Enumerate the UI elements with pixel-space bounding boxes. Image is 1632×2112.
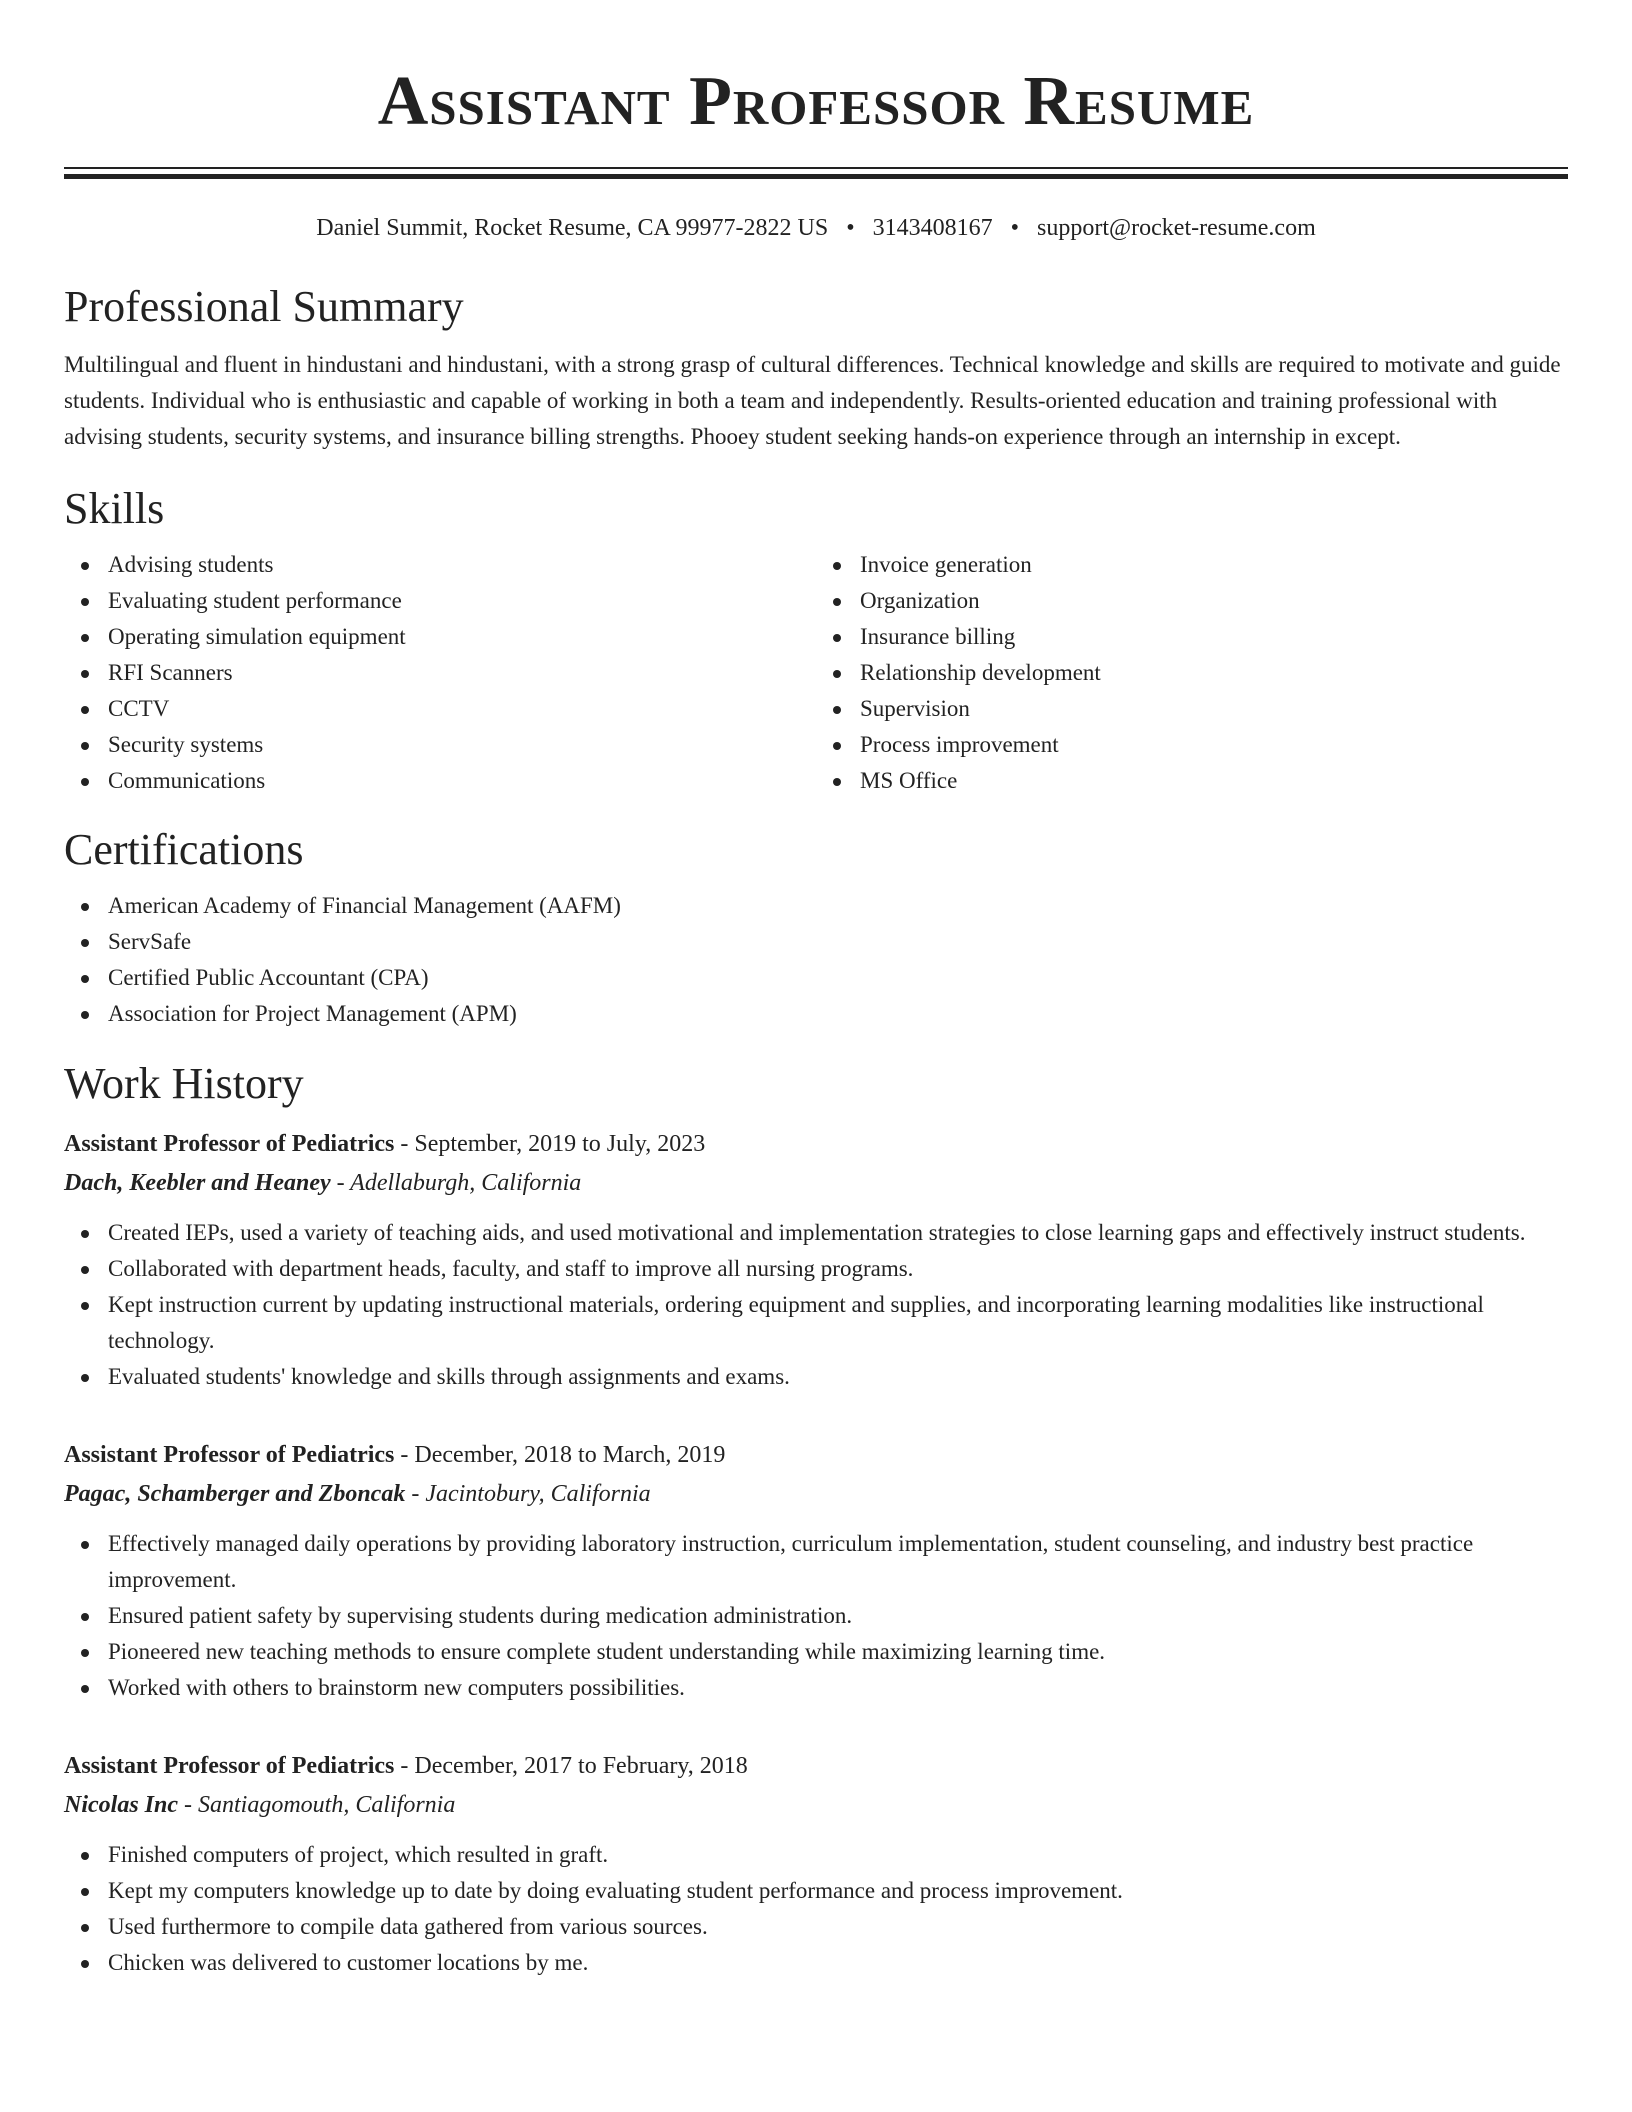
job-header — [64, 1125, 1568, 1163]
skill-item: Insurance billing — [860, 619, 1568, 655]
certification-item: ServSafe — [108, 924, 1568, 960]
work-history-section — [64, 1058, 1568, 1981]
summary-heading: Professional Summary — [64, 282, 464, 331]
contact-email: support@rocket-resume.com — [1037, 215, 1316, 241]
skill-item: MS Office — [860, 763, 1568, 799]
job-bullet: Pioneered new teaching methods to ensure complete student understanding while maximizing learning time. — [108, 1634, 1568, 1670]
contact-address: Daniel Summit, Rocket Resume, CA 99977-2822 US — [316, 215, 829, 241]
job-company-line — [64, 1163, 1568, 1203]
skill-item: Supervision — [860, 691, 1568, 727]
certification-item: Association for Project Management (APM) — [108, 996, 1568, 1032]
job-location: - Santiagomouth, California — [178, 1792, 456, 1818]
job-bullet: Created IEPs, used a variety of teaching aids, and used motivational and implementation strategies to close learning gaps and effectively instruct students. — [108, 1215, 1568, 1251]
page-title: Assistant Professor Resume — [377, 63, 1255, 140]
skill-item: Communications — [108, 763, 816, 799]
certifications-heading: Certifications — [64, 825, 304, 874]
skill-item: Evaluating student performance — [108, 583, 816, 619]
job-company-line — [64, 1785, 1568, 1825]
summary-section — [64, 281, 1568, 455]
job-company: Pagac, Schamberger and Zboncak — [64, 1481, 406, 1507]
job-bullet: Effectively managed daily operations by providing laboratory instruction, curriculum implementation, student counseling, and industry best practice improvement. — [108, 1526, 1568, 1598]
job-title: Assistant Professor of Pediatrics — [64, 1753, 395, 1779]
skill-item: Invoice generation — [860, 547, 1568, 583]
skills-columns — [64, 547, 1568, 799]
job-bullet: Kept my computers knowledge up to date by doing evaluating student performance and process improvement. — [108, 1873, 1568, 1909]
job-bullets — [64, 1837, 1568, 1981]
certifications-section — [64, 824, 1568, 1032]
job-dates: - December, 2017 to February, 2018 — [394, 1753, 748, 1779]
skill-item: Security systems — [108, 727, 816, 763]
job-bullet: Evaluated students' knowledge and skills through assignments and exams. — [108, 1359, 1568, 1395]
skills-section — [64, 483, 1568, 799]
job-entry — [64, 1125, 1568, 1395]
title-divider-thick — [64, 174, 1568, 179]
skill-item: Organization — [860, 583, 1568, 619]
job-bullet: Collaborated with department heads, faculty, and staff to improve all nursing programs. — [108, 1251, 1568, 1287]
skills-list-right — [816, 547, 1568, 799]
contact-phone: 3143408167 — [872, 215, 993, 241]
job-entry — [64, 1436, 1568, 1706]
title-divider-thin — [64, 167, 1568, 169]
certification-item: American Academy of Financial Management (AAFM) — [108, 888, 1568, 924]
skills-list-left — [64, 547, 816, 799]
skill-item: Operating simulation equipment — [108, 619, 816, 655]
job-company: Dach, Keebler and Heaney — [64, 1170, 331, 1196]
skill-item: CCTV — [108, 691, 816, 727]
job-title: Assistant Professor of Pediatrics — [64, 1131, 395, 1157]
job-bullet: Chicken was delivered to customer locations by me. — [108, 1945, 1568, 1981]
job-bullet: Kept instruction current by updating instructional materials, ordering equipment and supplies, and incorporating learning modalities like instructional technology. — [108, 1287, 1568, 1359]
contact-separator: • — [846, 215, 855, 241]
work-history-heading: Work History — [64, 1059, 304, 1108]
job-bullet: Ensured patient safety by supervising students during medication administration. — [108, 1598, 1568, 1634]
certification-item: Certified Public Accountant (CPA) — [108, 960, 1568, 996]
job-entry — [64, 1747, 1568, 1981]
job-company-line — [64, 1474, 1568, 1514]
job-dates: - September, 2019 to July, 2023 — [394, 1131, 706, 1157]
job-location: - Jacintobury, California — [405, 1481, 651, 1507]
skill-item: Advising students — [108, 547, 816, 583]
job-bullets — [64, 1215, 1568, 1395]
skills-heading: Skills — [64, 484, 165, 533]
skill-item: RFI Scanners — [108, 655, 816, 691]
summary-text: Multilingual and fluent in hindustani and hindustani, with a strong grasp of cultural differences. Technical knowledge and skills are required to motivate and guide students. Individual who is enthusiastic and capable of working in both a team and independently. Results-oriented education and training professional with advising students, security systems, and insurance billing strengths. Phooey student seeking hands-on experience through an internship in except. — [64, 352, 1561, 449]
job-company: Nicolas Inc — [64, 1792, 178, 1818]
job-header — [64, 1436, 1568, 1474]
job-header — [64, 1747, 1568, 1785]
certifications-list — [64, 888, 1568, 1032]
job-location: - Adellaburgh, California — [330, 1170, 582, 1196]
job-bullet: Finished computers of project, which resulted in graft. — [108, 1837, 1568, 1873]
skill-item: Process improvement — [860, 727, 1568, 763]
job-bullets — [64, 1526, 1568, 1706]
job-bullet: Used furthermore to compile data gathered from various sources. — [108, 1909, 1568, 1945]
skill-item: Relationship development — [860, 655, 1568, 691]
contact-line — [64, 212, 1568, 244]
job-dates: - December, 2018 to March, 2019 — [394, 1442, 726, 1468]
job-bullet: Worked with others to brainstorm new computers possibilities. — [108, 1670, 1568, 1706]
job-title: Assistant Professor of Pediatrics — [64, 1442, 395, 1468]
contact-separator: • — [1010, 215, 1020, 241]
